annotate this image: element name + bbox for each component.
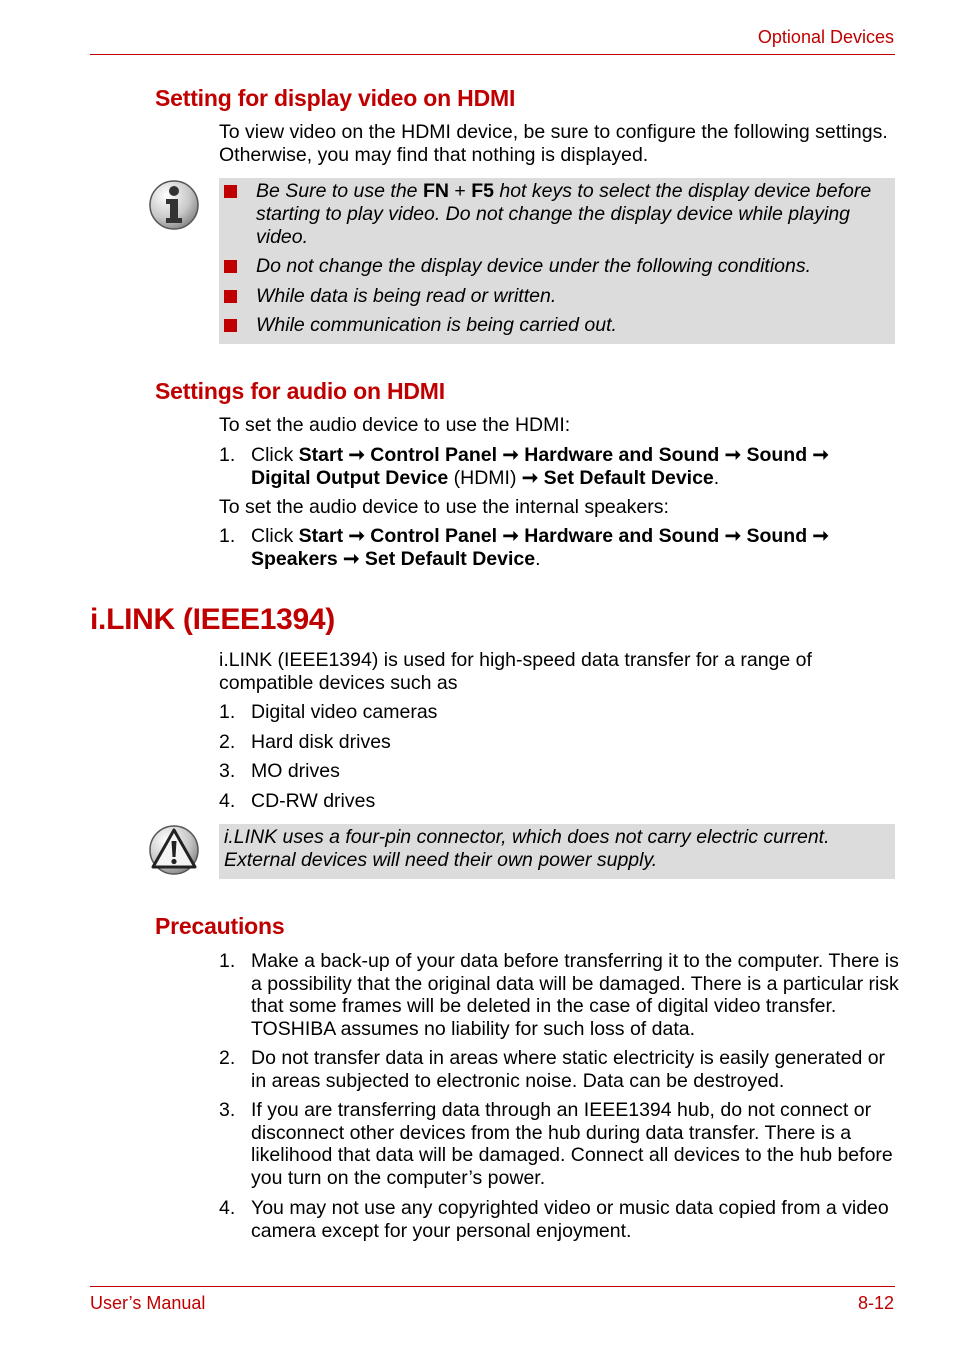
list-number: 2.: [219, 1047, 236, 1069]
note-text: Do not change the display device under the following conditions.: [256, 255, 812, 277]
warning-icon: [148, 824, 200, 881]
list-item: MO drives: [251, 760, 340, 782]
footer-manual-title: User’s Manual: [90, 1293, 206, 1313]
caution-note-box: [219, 824, 895, 879]
note-text: While communication is being carried out.: [256, 314, 617, 336]
section-heading-hdmi-video: Setting for display video on HDMI: [155, 85, 516, 111]
hdmi-video-intro: To view video on the HDMI device, be sure to configure the following settings. Otherwise, you may find that nothing is displayed.: [219, 121, 888, 166]
arrow-icon: ➞: [343, 547, 360, 570]
step-number: 1.: [219, 525, 236, 547]
arrow-icon: ➞: [502, 525, 519, 547]
bullet-icon: [224, 319, 237, 332]
arrow-icon: ➞: [724, 444, 742, 466]
list-number: 4.: [219, 1197, 236, 1219]
list-number: 3.: [219, 1099, 236, 1121]
precaution-item: You may not use any copyrighted video or music data copied from a video camera except for your personal enjoyment.: [251, 1197, 889, 1242]
list-number: 1.: [219, 701, 236, 723]
speakers-intro: To set the audio device to use the internal speakers:: [219, 496, 669, 518]
arrow-icon: ➞: [348, 444, 365, 466]
hdmi-audio-intro: To set the audio device to use the HDMI:: [219, 414, 571, 436]
note-text: While data is being read or written.: [256, 285, 557, 307]
page-number: 8-12: [857, 1293, 894, 1313]
bullet-icon: [224, 290, 237, 303]
list-item: Hard disk drives: [251, 731, 391, 753]
bullet-icon: [224, 260, 237, 273]
chapter-heading-ilink: i.LINK (IEEE1394): [90, 603, 335, 636]
arrow-icon: ➞: [724, 525, 742, 547]
step-speakers-audio: Click Start ➞ Control Panel ➞ Hardware and Sound ➞ Sound ➞ Speakers ➞ Set Default Device.: [251, 525, 829, 570]
arrow-icon: ➞: [348, 525, 365, 547]
section-heading-hdmi-audio: Settings for audio on HDMI: [155, 378, 445, 404]
list-number: 4.: [219, 790, 236, 812]
list-number: 2.: [219, 731, 236, 753]
arrow-icon: ➞: [812, 444, 829, 466]
section-heading-precautions: Precautions: [155, 913, 285, 939]
precaution-item: Do not transfer data in areas where static electricity is easily generated or in areas subjected to electronic noise. Data can be destroyed.: [251, 1047, 886, 1092]
list-item: Digital video cameras: [251, 701, 438, 723]
info-icon: [148, 179, 200, 236]
step-number: 1.: [219, 444, 236, 466]
precaution-item: Make a back-up of your data before transferring it to the computer. There is a possibility that the original data will be damaged. There is a particular risk that some frames will be deleted in the case of digital video transfer. TOSHIBA assumes no liability for such loss of data.: [251, 950, 899, 1040]
note-text: Be Sure to use the FN + F5 hot keys to select the display device before starting to play video. Do not change the display device while playing video.: [256, 180, 872, 248]
arrow-icon: ➞: [812, 525, 829, 547]
footer-rule: [90, 1286, 895, 1287]
info-note-box: [219, 178, 895, 344]
arrow-icon: ➞: [502, 444, 519, 466]
header-rule: [90, 54, 895, 55]
bullet-icon: [224, 185, 237, 198]
arrow-icon: ➞: [521, 466, 539, 489]
precaution-item: If you are transferring data through an IEEE1394 hub, do not connect or disconnect other devices from the hub during data transfer. There is a likelihood that data will be damaged. Connect all devices to the hub before you turn on the computer’s power.: [251, 1099, 893, 1189]
ilink-intro: i.LINK (IEEE1394) is used for high-speed data transfer for a range of compatible devices such as: [219, 649, 812, 694]
step-hdmi-audio: Click Start ➞ Control Panel ➞ Hardware and Sound ➞ Sound ➞ Digital Output Device (HDMI) ➞ Set Default Device.: [251, 444, 829, 489]
running-header: Optional Devices: [757, 27, 894, 47]
list-item: CD-RW drives: [251, 790, 376, 812]
list-number: 3.: [219, 760, 236, 782]
caution-text: i.LINK uses a four-pin connector, which does not carry electric current. External devices will need their own power supply.: [224, 826, 830, 871]
list-number: 1.: [219, 950, 236, 972]
